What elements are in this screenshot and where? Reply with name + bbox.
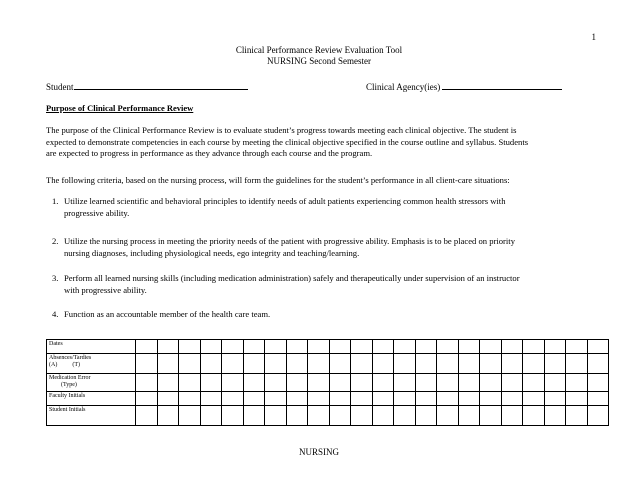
- table-cell[interactable]: [415, 392, 437, 406]
- table-cell[interactable]: [286, 374, 308, 392]
- table-cell[interactable]: [544, 340, 566, 354]
- table-cell[interactable]: [243, 354, 265, 374]
- table-cell[interactable]: [157, 392, 179, 406]
- table-cell[interactable]: [329, 392, 351, 406]
- table-cell[interactable]: [501, 340, 523, 354]
- row-label: [47, 374, 136, 392]
- table-cell[interactable]: [480, 340, 502, 354]
- student-label: Student: [46, 82, 74, 92]
- criteria-text: progressive ability.: [64, 207, 130, 218]
- table-cell[interactable]: [329, 406, 351, 426]
- table-cell[interactable]: [351, 340, 373, 354]
- table-cell[interactable]: [587, 354, 609, 374]
- table-cell[interactable]: [200, 406, 222, 426]
- table-cell[interactable]: [566, 392, 588, 406]
- table-cell[interactable]: [286, 406, 308, 426]
- row-label-text: Medication Error: [49, 375, 91, 381]
- table-cell[interactable]: [394, 340, 416, 354]
- table-row: [47, 340, 609, 354]
- section-title: Purpose of Clinical Performance Review: [46, 103, 194, 113]
- table-cell[interactable]: [136, 406, 158, 426]
- title-line-1: Clinical Performance Review Evaluation Tool: [235, 45, 403, 55]
- table-cell[interactable]: [222, 406, 244, 426]
- table-row: [47, 374, 609, 392]
- table-cell[interactable]: [308, 392, 330, 406]
- criteria-number: 2.: [52, 236, 59, 246]
- table-cell[interactable]: [394, 406, 416, 426]
- table-cell[interactable]: [243, 374, 265, 392]
- agency-label: Clinical Agency(ies): [366, 82, 441, 92]
- table-cell[interactable]: [265, 374, 287, 392]
- table-cell[interactable]: [243, 392, 265, 406]
- table-cell[interactable]: [458, 354, 480, 374]
- table-cell[interactable]: [523, 374, 545, 392]
- table-cell[interactable]: [265, 340, 287, 354]
- table-cell[interactable]: [222, 374, 244, 392]
- table-cell[interactable]: [587, 374, 609, 392]
- table-cell[interactable]: [394, 354, 416, 374]
- row-label-text: Absences/Tardies: [49, 355, 92, 361]
- table-cell[interactable]: [566, 354, 588, 374]
- table-cell[interactable]: [415, 374, 437, 392]
- row-label-text: Student Initials: [49, 407, 86, 413]
- purpose-paragraph: [46, 125, 598, 160]
- table-cell[interactable]: [480, 374, 502, 392]
- table-cell[interactable]: [136, 354, 158, 374]
- criteria-intro: The following criteria, based on the nursing process, will form the guidelines for the student’s performance in all client-care situations:: [46, 175, 510, 185]
- table-cell[interactable]: [480, 406, 502, 426]
- table-cell[interactable]: [544, 354, 566, 374]
- table-cell[interactable]: [200, 354, 222, 374]
- table-cell[interactable]: [329, 374, 351, 392]
- student-field: [46, 81, 248, 92]
- table-cell[interactable]: [501, 354, 523, 374]
- table-cell[interactable]: [523, 392, 545, 406]
- criteria-number: 3.: [52, 273, 59, 283]
- table-cell[interactable]: [286, 340, 308, 354]
- table-cell[interactable]: [501, 406, 523, 426]
- table-row: [47, 354, 609, 374]
- table-cell[interactable]: [179, 392, 201, 406]
- row-label: [47, 392, 136, 406]
- table-cell[interactable]: [587, 392, 609, 406]
- row-label-text: Dates: [49, 341, 63, 347]
- footer-label: NURSING: [298, 447, 339, 457]
- table-cell[interactable]: [458, 374, 480, 392]
- table-cell[interactable]: [222, 340, 244, 354]
- table-cell[interactable]: [523, 354, 545, 374]
- table-row: [47, 392, 609, 406]
- table-cell[interactable]: [136, 392, 158, 406]
- criteria-text: nursing diagnoses, including physiological needs, ego integrity and teaching/learning.: [64, 247, 360, 258]
- table-cell[interactable]: [329, 354, 351, 374]
- table-cell[interactable]: [415, 354, 437, 374]
- table-cell[interactable]: [136, 340, 158, 354]
- table-cell[interactable]: [372, 340, 394, 354]
- table-cell[interactable]: [394, 374, 416, 392]
- student-input-line[interactable]: [74, 81, 248, 90]
- table-cell[interactable]: [501, 392, 523, 406]
- table-cell[interactable]: [587, 340, 609, 354]
- table-cell[interactable]: [222, 354, 244, 374]
- table-cell[interactable]: [544, 374, 566, 392]
- table-cell[interactable]: [200, 374, 222, 392]
- criteria-text: with progressive ability.: [64, 284, 147, 295]
- table-cell[interactable]: [200, 392, 222, 406]
- table-cell[interactable]: [566, 374, 588, 392]
- table-cell[interactable]: [544, 406, 566, 426]
- table-cell[interactable]: [265, 392, 287, 406]
- table-cell[interactable]: [437, 392, 459, 406]
- table-cell[interactable]: [523, 340, 545, 354]
- table-cell[interactable]: [308, 374, 330, 392]
- table-cell[interactable]: [200, 340, 222, 354]
- page-number: 1: [591, 32, 596, 42]
- table-cell[interactable]: [157, 374, 179, 392]
- table-cell[interactable]: [394, 392, 416, 406]
- criteria-number: 1.: [52, 196, 59, 206]
- table-cell[interactable]: [372, 354, 394, 374]
- table-cell[interactable]: [179, 354, 201, 374]
- table-cell[interactable]: [243, 340, 265, 354]
- purpose-line: are expected to progress in performance as they advance through each course and the program.: [46, 148, 373, 159]
- table-cell[interactable]: [587, 406, 609, 426]
- table-cell[interactable]: [157, 340, 179, 354]
- table-cell[interactable]: [480, 392, 502, 406]
- table-cell[interactable]: [351, 374, 373, 392]
- agency-field: [366, 81, 562, 92]
- criteria-text: Function as an accountable member of the health care team.: [64, 309, 271, 319]
- table-cell[interactable]: [179, 340, 201, 354]
- agency-input-line[interactable]: [442, 81, 562, 90]
- table-cell[interactable]: [458, 392, 480, 406]
- table-cell[interactable]: [308, 354, 330, 374]
- table-cell[interactable]: [523, 406, 545, 426]
- purpose-line: The purpose of the Clinical Performance Review is to evaluate student’s progress towards meeting each clinical objective. The student is: [46, 125, 517, 135]
- criteria-text: Perform all learned nursing skills (including medication administration) safely and therapeutically under supervision of an instructor: [64, 273, 520, 283]
- table-cell[interactable]: [243, 406, 265, 426]
- purpose-line: expected to demonstrate competencies in each course by meeting the clinical objective specified in the course outline and syllabus. Students: [46, 136, 529, 147]
- table-cell[interactable]: [458, 406, 480, 426]
- table-cell[interactable]: [480, 354, 502, 374]
- table-cell[interactable]: [351, 392, 373, 406]
- table-cell[interactable]: [308, 406, 330, 426]
- table-cell[interactable]: [437, 374, 459, 392]
- table-cell[interactable]: [222, 392, 244, 406]
- table-cell[interactable]: [437, 406, 459, 426]
- title-line-2: NURSING Second Semester: [267, 56, 371, 66]
- document-title: [0, 45, 638, 67]
- row-label: [47, 354, 136, 374]
- table-cell[interactable]: [329, 340, 351, 354]
- table-cell[interactable]: [566, 340, 588, 354]
- table-cell[interactable]: [415, 406, 437, 426]
- table-cell[interactable]: [265, 406, 287, 426]
- table-cell[interactable]: [437, 340, 459, 354]
- criteria-text: Utilize learned scientific and behavioral principles to identify needs of adult patients experiencing common health stressors with: [64, 196, 506, 206]
- table-cell[interactable]: [351, 354, 373, 374]
- table-cell[interactable]: [286, 354, 308, 374]
- table-cell[interactable]: [372, 406, 394, 426]
- table-cell[interactable]: [157, 354, 179, 374]
- table-cell[interactable]: [265, 354, 287, 374]
- row-label: [47, 406, 136, 426]
- table-cell[interactable]: [372, 374, 394, 392]
- table-cell[interactable]: [157, 406, 179, 426]
- table-cell[interactable]: [372, 392, 394, 406]
- table-cell[interactable]: [501, 374, 523, 392]
- row-label-text: (Type): [49, 382, 77, 388]
- table-cell[interactable]: [544, 392, 566, 406]
- table-cell[interactable]: [437, 354, 459, 374]
- row-label: [47, 340, 136, 354]
- table-cell[interactable]: [458, 340, 480, 354]
- table-cell[interactable]: [136, 374, 158, 392]
- table-cell[interactable]: [351, 406, 373, 426]
- row-label-text: (A) (T): [49, 362, 80, 368]
- table-row: [47, 406, 609, 426]
- table-cell[interactable]: [179, 374, 201, 392]
- table-cell[interactable]: [179, 406, 201, 426]
- table-cell[interactable]: [415, 340, 437, 354]
- criteria-number: 4.: [52, 309, 59, 319]
- criteria-text: Utilize the nursing process in meeting the priority needs of the patient with progressive ability. Emphasis is to be placed on priority: [64, 236, 515, 246]
- table-cell[interactable]: [286, 392, 308, 406]
- table-cell[interactable]: [308, 340, 330, 354]
- table-cell[interactable]: [566, 406, 588, 426]
- row-label-text: Faculty Initials: [49, 393, 86, 399]
- record-table: [46, 339, 609, 426]
